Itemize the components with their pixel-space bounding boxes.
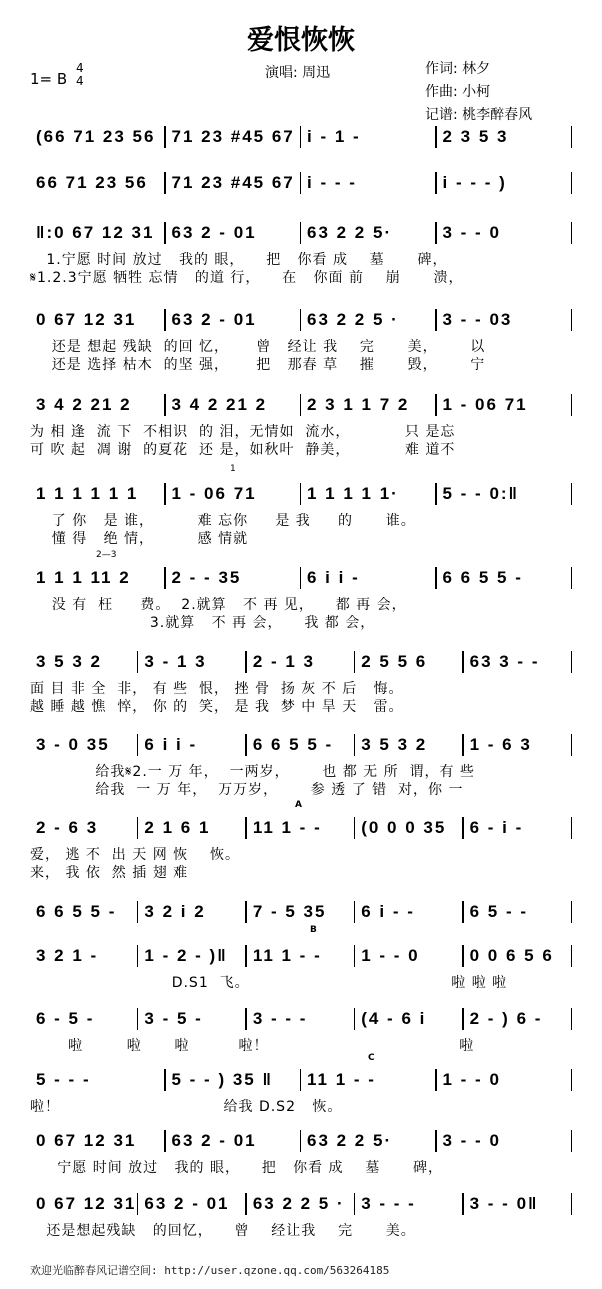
notation-row [30, 817, 572, 839]
lyric-line: 3.就算 不 再 会， 我 都 会， [30, 615, 376, 631]
measure: 2 - ) 6 - [469, 1009, 543, 1028]
measure: 2 1 6 1 [144, 818, 211, 837]
measure: 0 67 12 31 [36, 1194, 137, 1213]
measure: 63 2 - 01 [171, 223, 257, 242]
lyric-line: 还是想起残缺 的回忆， 曾 经让我 完 美。 [30, 1223, 416, 1239]
bar-line [571, 394, 573, 416]
measure: 3 5 3 2 [361, 735, 428, 754]
staff-system [30, 394, 572, 416]
measure: 0 67 12 31 [36, 310, 137, 329]
measure: 71 23 #45 67 [171, 127, 295, 146]
notation-row [30, 483, 572, 505]
lyric-line: 1.宁愿 时间 放过 我的 眼， 把 你看 成 墓 碑， [30, 252, 448, 268]
measure: (66 71 23 56 [36, 127, 156, 146]
measure: i - - - [307, 173, 357, 192]
notation-row [30, 1130, 572, 1152]
meter-top: 4 [76, 61, 84, 75]
transcriber-credit: 记谱: 桃李醉春风 [425, 107, 533, 123]
measure: 63 3 - - [469, 652, 540, 671]
notation-row [30, 172, 572, 194]
time-signature [76, 62, 84, 88]
measure: 2 - 6 3 [36, 818, 99, 837]
measure: 7 - 5 35 [252, 902, 327, 921]
lyric-line: 没 有 枉 费。 2.就算 不 再 见， 都 再 会， [30, 597, 407, 613]
measure: (0 0 0 35 [361, 818, 447, 837]
lyric-line: 啦！ 给我 D.S2 恢。 [30, 1099, 343, 1115]
volta-label-b: B [310, 925, 317, 935]
lyric-line: 了 你 是 谁， 难 忘你 是 我 的 谁。 [30, 513, 416, 529]
bar-line [571, 126, 573, 148]
staff-system [30, 1069, 572, 1091]
measure: 2 3 1 1 7 2 [307, 395, 410, 414]
measure: 3 - - - [361, 1194, 416, 1213]
measure: 63 2 2 5· [307, 1131, 393, 1150]
measure: 63 2 2 5 · [307, 310, 399, 329]
measure: 3 - - 0 [442, 1131, 501, 1150]
measure: 6 i - - [361, 902, 415, 921]
measure: 6 6 5 5 - [252, 735, 334, 754]
lyric-line: 还是 选择 枯木 的坚 强， 把 那春 草 摧 毁， 宁 [30, 357, 486, 373]
measure: 6 5 - - [469, 902, 529, 921]
measure: 5 - - - [36, 1070, 91, 1089]
measure: 1 - 06 71 [171, 484, 257, 503]
measure: 1 1 1 1 1 1 [36, 484, 139, 503]
lyric-line: 面 目 非 全 非， 有 些 恨， 挫 骨 扬 灰 不 后 悔。 [30, 681, 404, 697]
measure: 63 2 - 01 [144, 1194, 230, 1213]
lyric-line: 啦 啦 啦 啦！ 啦 [30, 1038, 475, 1054]
song-title: 爱恨恢恢 [247, 25, 355, 56]
volta-label-c: C [368, 1053, 375, 1063]
notation-row [30, 945, 572, 967]
measure: 63 2 2 5· [307, 223, 393, 242]
lyric-line: D.S1 飞。 啦 啦 啦 [30, 975, 508, 991]
notation-row [30, 222, 572, 244]
notation-row [30, 309, 572, 331]
measure: 1 - 6 3 [469, 735, 532, 754]
lyric-line: 来， 我 依 然 插 翅 难 [30, 865, 189, 881]
lyric-line: 爱， 逃 不 出 天 网 恢 恢。 [30, 847, 240, 863]
measure: 2 - 1 3 [252, 652, 316, 671]
notation-row [30, 1069, 572, 1091]
notation-row [30, 126, 572, 148]
volta-label-a: A [295, 800, 302, 810]
lyric-line: 𝄋1.2.3宁愿 牺牲 忘情 的道 行， 在 你面 前 崩 溃， [30, 270, 464, 286]
measure: 2 5 5 6 [361, 652, 428, 671]
staff-system [30, 483, 572, 505]
volta-label-1: 1 [230, 464, 236, 474]
measure: 6 i i - [307, 568, 360, 587]
staff-system [30, 945, 572, 967]
measure: 6 6 5 5 - [442, 568, 523, 587]
measure: ‖:0 67 12 31 [36, 223, 155, 242]
measure: 11 1 - - [252, 946, 322, 965]
measure: 3 - 5 - [144, 1009, 203, 1028]
measure: 1 1 1 1 1· [307, 484, 399, 503]
lyric-line: 给我 一 万 年， 万万岁， 参 透 了 错 对，你 一 [30, 782, 464, 798]
lyric-line: 可 吹 起 凋 谢 的夏花 还 是，如秋叶 静美， 难 道不 [30, 442, 456, 458]
notation-row [30, 651, 572, 673]
measure: 3 - - - [252, 1009, 308, 1028]
lyric-line: 为 相 逢 流 下 不相识 的 泪，无情如 流水， 只 是忘 [30, 424, 456, 440]
measure: 6 6 5 5 - [36, 902, 117, 921]
measure: i - - - ) [442, 173, 507, 192]
bar-line [571, 901, 573, 923]
lyric-line: 越 睡 越 憔 悴， 你 的 笑， 是 我 梦 中 旱 天 雷。 [30, 699, 404, 715]
staff-system [30, 1130, 572, 1152]
footer-text: 欢迎光临醉春风记谱空间: http://user.qzone.qq.com/563264185 [30, 1264, 390, 1277]
bar-line [571, 172, 573, 194]
bar-line [571, 651, 573, 673]
measure: 3 4 2 21 2 [171, 395, 268, 414]
measure: 3 - - 0 [442, 223, 501, 242]
measure: 1 - 06 71 [442, 395, 528, 414]
staff-system [30, 309, 572, 331]
measure: 2 3 5 3 [442, 127, 509, 146]
bar-line [571, 1130, 573, 1152]
measure: 1 - 2 - )‖ [144, 946, 228, 965]
measure: 11 1 - - [252, 818, 322, 837]
measure: 1 - - 0 [442, 1070, 501, 1089]
bar-line [571, 1069, 573, 1091]
notation-row [30, 901, 572, 923]
bar-line [571, 567, 573, 589]
measure: 11 1 - - [307, 1070, 376, 1089]
measure: i - 1 - [307, 127, 361, 146]
measure: 1 - - 0 [361, 946, 420, 965]
meter-bottom: 4 [76, 74, 84, 88]
singer-credit: 演唱: 周迅 [265, 65, 331, 81]
measure: 63 2 2 5 · [252, 1194, 345, 1213]
notation-row [30, 567, 572, 589]
measure: 3 - 0 35 [36, 735, 110, 754]
lyricist-credit: 作词: 林夕 [425, 61, 491, 77]
volta-label-2-3: 2—3 [96, 550, 117, 560]
bar-line [571, 309, 573, 331]
staff-system [30, 901, 572, 923]
bar-line [571, 1193, 573, 1215]
staff-system [30, 222, 572, 244]
measure: 63 2 - 01 [171, 310, 257, 329]
measure: 0 0 6 5 6 [469, 946, 554, 965]
staff-system [30, 126, 572, 148]
measure: 3 - 1 3 [144, 652, 207, 671]
measure: 3 - - 03 [442, 310, 513, 329]
lyric-line: 给我𝄋2.一 万 年， 一两岁， 也 都 无 所 谓，有 些 [30, 764, 475, 780]
notation-row [30, 394, 572, 416]
notation-row [30, 1193, 572, 1215]
bar-line [571, 817, 573, 839]
measure: 3 5 3 2 [36, 652, 102, 671]
measure: 3 - - 0‖ [469, 1194, 539, 1213]
bar-line [571, 483, 573, 505]
staff-system [30, 567, 572, 589]
measure: 63 2 - 01 [171, 1131, 257, 1150]
measure: 2 - - 35 [171, 568, 242, 587]
composer-credit: 作曲: 小柯 [425, 84, 491, 100]
measure: 6 - 5 - [36, 1009, 95, 1028]
measure: 5 - - ) 35 ‖ [171, 1070, 273, 1089]
notation-row [30, 734, 572, 756]
measure: 66 71 23 56 [36, 173, 148, 192]
measure: 3 4 2 21 2 [36, 395, 132, 414]
staff-system [30, 1193, 572, 1215]
bar-line [571, 734, 573, 756]
bar-line [571, 945, 573, 967]
measure: (4 - 6 i [361, 1009, 427, 1028]
staff-system [30, 817, 572, 839]
staff-system [30, 734, 572, 756]
staff-system [30, 172, 572, 194]
bar-line [571, 222, 573, 244]
measure: 3 2 i 2 [144, 902, 206, 921]
measure: 5 - - 0:‖ [442, 484, 520, 503]
measure: 6 i i - [144, 735, 198, 754]
measure: 71 23 #45 67 [171, 173, 295, 192]
staff-system [30, 1008, 572, 1030]
key-signature: 1= B [30, 70, 68, 88]
staff-system [30, 651, 572, 673]
measure: 0 67 12 31 [36, 1131, 137, 1150]
lyric-line: 懂 得 绝 情， 感 情就 [30, 531, 249, 547]
lyric-line: 还是 想起 残缺 的回 忆， 曾 经让 我 完 美， 以 [30, 339, 486, 355]
measure: 6 - i - [469, 818, 524, 837]
notation-row [30, 1008, 572, 1030]
measure: 3 2 1 - [36, 946, 99, 965]
bar-line [571, 1008, 573, 1030]
measure: 1 1 1 11 2 [36, 568, 131, 587]
lyric-line: 宁愿 时间 放过 我的 眼， 把 你看 成 墓 碑， [30, 1160, 444, 1176]
